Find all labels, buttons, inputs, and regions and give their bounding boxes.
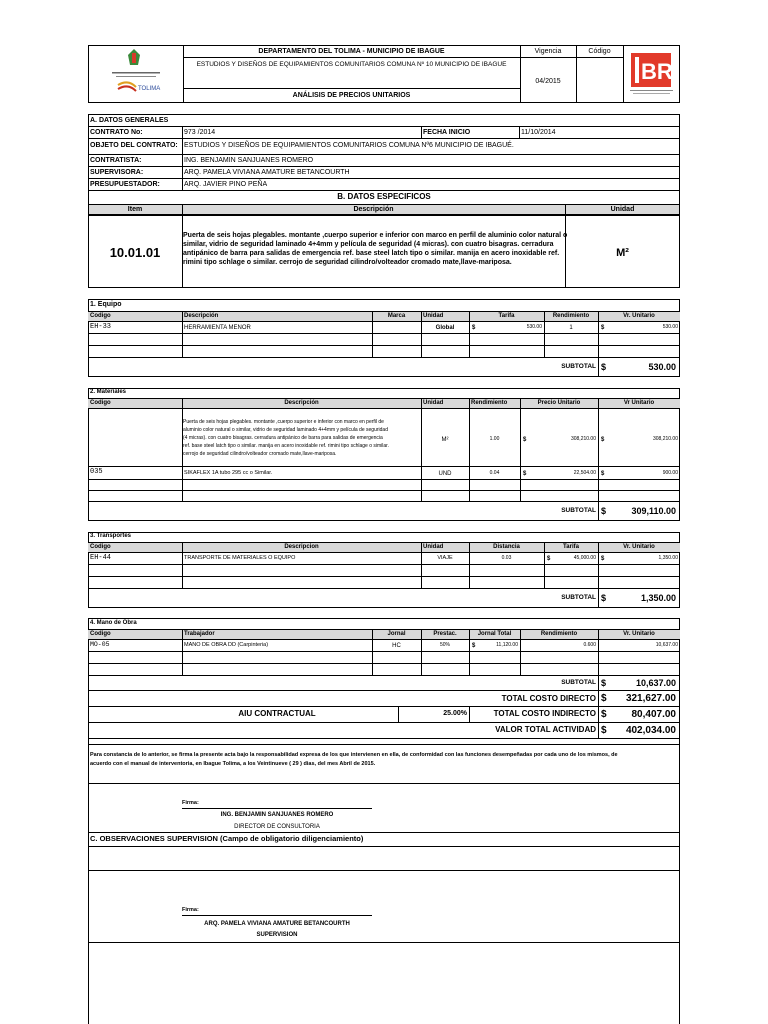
currency-sign: $ — [472, 643, 476, 649]
transportes-header-tarifa: Tarifa — [563, 544, 579, 550]
mano-header-vr: Vr. Unitario — [623, 631, 655, 637]
tolima-logo — [88, 45, 184, 103]
total-directo-label: TOTAL COSTO DIRECTO — [501, 694, 596, 703]
valor-total: 402,034.00 — [625, 725, 676, 736]
equipo-header-tarifa: Tarifa — [498, 313, 515, 319]
description-header: Descripción — [353, 206, 394, 213]
materiales-title: 2. Materiales — [90, 389, 127, 395]
svg-text:BR: BR — [641, 59, 673, 84]
transportes-header-descripcion: Descripcion — [284, 544, 319, 550]
supervisora-value: ARQ. PAMELA VIVIANA AMATURE BETANCOURTH — [184, 169, 350, 176]
objeto-label: OBJETO DEL CONTRATO: — [90, 142, 178, 149]
currency-sign: $ — [601, 437, 605, 443]
contrato-label: CONTRATO No: — [90, 129, 143, 136]
unit-price-sheet — [88, 45, 680, 1024]
specific-title: B. DATOS ESPECIFICOS — [337, 192, 431, 201]
mano-header-trabajador: Trabajador — [184, 631, 215, 637]
transportes-row-distancia: 0.03 — [501, 555, 512, 561]
mano-row-codigo: MO-05 — [90, 641, 110, 648]
currency-sign: $ — [601, 709, 607, 720]
currency-sign: $ — [523, 471, 527, 477]
transportes-row-unidad: VIAJE — [437, 555, 453, 561]
total-indirecto-label: TOTAL COSTO INDIRECTO — [493, 709, 596, 718]
equipo-header-unidad: Unidad — [423, 313, 444, 319]
transportes-subtotal: 1,350.00 — [640, 593, 676, 603]
mano-header-jornal: Jornal — [387, 631, 406, 637]
project-title: ESTUDIOS Y DISEÑOS DE EQUIPAMIENTOS COMUNITARIOS COMUNA Nº 10 MUNICIPIO DE IBAGUE — [196, 61, 507, 68]
materiales-row2-precio: 22,504.00 — [573, 470, 596, 476]
currency-sign: $ — [601, 593, 607, 603]
transportes-row-codigo: EH-44 — [90, 554, 112, 562]
observaciones-title: C. OBSERVACIONES SUPERVISION (Campo de obligatorio diligenciamiento) — [90, 834, 364, 843]
transportes-header-distancia: Distancia — [493, 544, 520, 550]
currency-sign: $ — [601, 556, 605, 562]
mano-row-jornal-total: 11,120.00 — [496, 642, 518, 648]
equipo-row-codigo: EH-33 — [90, 323, 112, 331]
materiales-row2-codigo: 035 — [90, 468, 103, 476]
vigencia-value: 04/2015 — [535, 78, 561, 85]
currency-sign: $ — [601, 693, 607, 704]
equipo-header-vr: Vr. Unitario — [623, 313, 655, 319]
valor-total-label: VALOR TOTAL ACTIVIDAD — [495, 725, 596, 734]
materiales-header-precio: Precio Unitario — [537, 400, 581, 406]
br-logo — [624, 47, 679, 101]
mano-subtotal: 10,637.00 — [635, 678, 676, 688]
department-title: DEPARTAMENTO DEL TOLIMA - MUNICIPIO DE IBAGUE — [258, 48, 445, 55]
currency-sign: $ — [601, 471, 605, 477]
transportes-row-tarifa: 45,000.00 — [573, 555, 596, 561]
mano-header-jornal-total: Jornal Total — [477, 631, 512, 637]
mano-row-vr: 10,637.00 — [655, 642, 678, 648]
materiales-row1-descripcion: Puerta de seis hojas plegables. montante ,cuerpo superior e inferior con marco en perfil de aluminio color natural o similar, vidrio de seguridad laminado 4+4mm y película de seguridad (4 micras). con cuatro bisagras. cerradura antipánico de barra para salidas de emergencia ref. base steel latch tipo o similar. manija en acero inoxidable ref. rimini tipo schlage o similar. cerrojo de seguridad cilindro/volteador cromado mate,llave-mariposa. — [183, 419, 389, 457]
materiales-row2-descripcion: SIKAFLEX 1A tubo 295 cc o Similar. — [184, 470, 273, 476]
contratista-value: ING. BENJAMIN SANJUANES ROMERO — [184, 157, 314, 164]
fecha-value: 11/10/2014 — [521, 129, 556, 136]
materiales-header-codigo: Codigo — [90, 400, 111, 406]
signer-2-role: SUPERVISION — [256, 932, 298, 938]
signer-1-name: ING. BENJAMIN SANJUANES ROMERO — [220, 812, 334, 818]
document-title: ANÁLISIS DE PRECIOS UNITARIOS — [292, 92, 411, 99]
transportes-row-vr: 1,350.00 — [658, 555, 678, 561]
mano-row-jornal: HC — [392, 643, 401, 649]
mano-title: 4. Mano de Obra — [90, 620, 137, 626]
item-description: Puerta de seis hojas plegables. montante ,cuerpo superior e inferior con marco en perfil de aluminio color natural o similar, vidrio de seguridad laminado 4+4mm y película de seguridad (4 micras). con cuatro bisagras. cerradura antipánico de barra para salidas de emergencia ref. base steel latch tipo o similar. manija en acero inoxidable ref. rimini tipo schlage o similar. cerrojo de seguridad cilindro/volteador cromado mate,llave-mariposa. — [183, 232, 568, 266]
presupuestador-label: PRESUPUESTADOR: — [90, 181, 160, 188]
mano-subtotal-label: SUBTOTAL — [561, 679, 596, 686]
currency-sign: $ — [601, 678, 607, 688]
equipo-row-vr: 530.00 — [662, 324, 678, 330]
aiu-label: AIU CONTRACTUAL — [238, 709, 316, 718]
materiales-row1-vr: 308,210.00 — [652, 436, 678, 442]
presupuestador-value: ARQ. JAVIER PINO PEÑA — [184, 181, 268, 188]
supervisora-label: SUPERVISORA: — [90, 169, 144, 176]
equipo-row-rendimiento: 1 — [569, 325, 573, 331]
equipo-subtotal-label: SUBTOTAL — [561, 363, 596, 370]
codigo-label: Código — [588, 48, 611, 55]
mano-header-prestac: Prestac. — [433, 631, 457, 637]
firma-label-2: Firma: — [182, 907, 199, 913]
currency-sign: $ — [601, 725, 607, 736]
objeto-value: ESTUDIOS Y DISEÑOS DE EQUIPAMIENTOS COMUNITARIOS COMUNA Nº6 MUNICIPIO DE IBAGUÉ. — [184, 142, 514, 149]
firma-label-1: Firma: — [182, 800, 199, 806]
transportes-header-unidad: Unidad — [423, 544, 444, 550]
currency-sign: $ — [547, 556, 551, 562]
equipo-subtotal: 530.00 — [648, 362, 676, 372]
currency-sign: $ — [601, 325, 605, 331]
materiales-header-unidad: Unidad — [423, 400, 444, 406]
materiales-header-descripcion: Descripción — [284, 400, 319, 406]
mano-row-prestac: 50% — [439, 642, 450, 648]
currency-sign: $ — [523, 437, 527, 443]
equipo-header-rendimiento: Rendimiento — [552, 313, 590, 319]
materiales-row1-rendimiento: 1.00 — [489, 436, 500, 442]
constancia-line-2: acuerdo con el manual de interventoria, en Ibague Tolima, a los Veintinueve ( 29 ) dias, del mes Abril de 2015. — [90, 761, 376, 767]
materiales-header-vr: Vr Unitario — [623, 400, 655, 406]
currency-sign: $ — [472, 325, 476, 331]
total-indirecto: 80,407.00 — [631, 709, 676, 720]
signer-2-name: ARQ. PAMELA VIVIANA AMATURE BETANCOURTH — [204, 921, 350, 927]
equipo-row-descripcion: HERRAMIENTA MENOR — [184, 325, 251, 331]
transportes-subtotal-label: SUBTOTAL — [561, 594, 596, 601]
materiales-subtotal-label: SUBTOTAL — [561, 507, 596, 514]
currency-sign: $ — [601, 506, 607, 516]
transportes-header-codigo: Codigo — [90, 544, 111, 550]
unit-header: Unidad — [610, 206, 635, 213]
aiu-percentage: 25.00% — [443, 710, 467, 717]
total-directo: 321,627.00 — [625, 693, 676, 704]
equipo-header-marca: Marca — [387, 313, 406, 319]
materiales-header-rendimiento: Rendimiento — [471, 400, 508, 406]
signer-1-role: DIRECTOR DE CONSULTORIA — [234, 824, 320, 830]
equipo-title: 1. Equipo — [90, 301, 122, 308]
equipo-row-tarifa: 530.00 — [526, 324, 542, 330]
vigencia-label: Vigencia — [534, 48, 562, 55]
materiales-row1-precio: 308,210.00 — [570, 436, 596, 442]
mano-header-codigo: Codigo — [90, 631, 111, 637]
mano-row-rendimiento: 0.600 — [583, 642, 596, 648]
fecha-label: FECHA INICIO — [423, 129, 471, 136]
materiales-row1-unidad: M² — [441, 437, 449, 443]
equipo-row-unidad: Global — [435, 325, 455, 331]
general-title: A. DATOS GENERALES — [90, 117, 169, 124]
equipo-header-descripcion: Descripción — [184, 313, 219, 319]
mano-header-rendimiento: Rendimiento — [540, 631, 578, 637]
materiales-row2-vr: 900.00 — [662, 470, 678, 476]
contratista-label: CONTRATISTA: — [90, 157, 142, 164]
equipo-header-codigo: Codigo — [90, 313, 111, 319]
unit-value: M² — [616, 247, 629, 259]
constancia-line-1: Para constancia de lo anterior, se firma la presente acta bajo la responsabilidad expresa de los que intervienen en ella, de conformidad con las funciones desempeñadas por cada uno de los mismos, de — [90, 752, 618, 758]
item-code: 10.01.01 — [109, 245, 161, 260]
mano-row-trabajador: MANO DE OBRA DD (Carpinteria) — [184, 642, 269, 648]
transportes-row-descripcion: TRANSPORTE DE MATERIALES O EQUIPO — [184, 555, 296, 561]
svg-text:TOLIMA: TOLIMA — [138, 86, 161, 92]
contrato-value: 973 /2014 — [184, 129, 216, 136]
materiales-subtotal: 309,110.00 — [631, 506, 676, 516]
transportes-header-vr: Vr. Unitario — [623, 544, 655, 550]
currency-sign: $ — [601, 362, 607, 372]
materiales-row2-unidad: UND — [438, 471, 452, 477]
item-header: Item — [127, 206, 143, 213]
transportes-title: 3. Transportes — [90, 533, 132, 539]
signatures-block — [88, 744, 680, 1024]
materiales-row2-rendimiento: 0.04 — [489, 470, 500, 476]
